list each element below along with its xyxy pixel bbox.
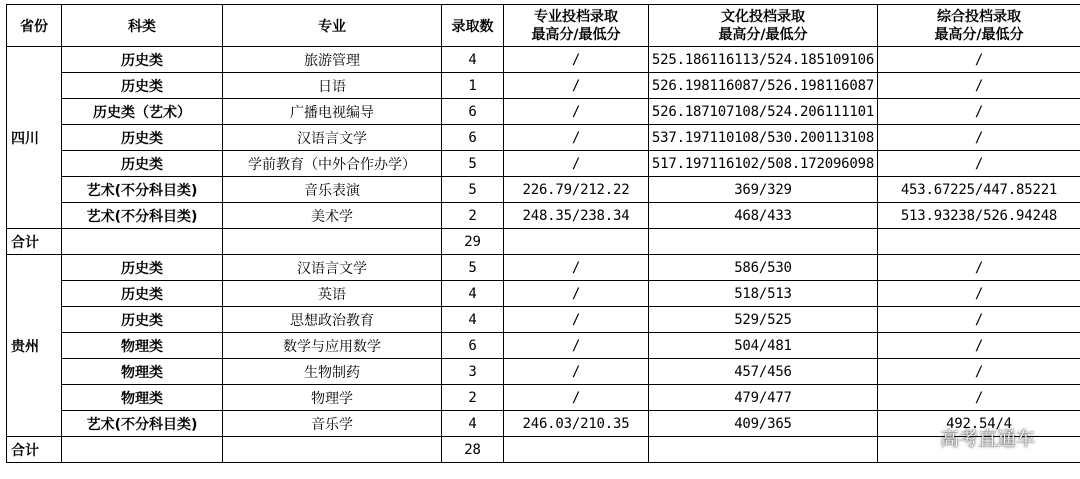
comprehensive-score-cell: / <box>878 359 1080 385</box>
major-cell: 思想政治教育 <box>223 307 442 333</box>
total-count-cell: 29 <box>442 229 504 255</box>
table-row <box>7 307 1080 333</box>
culture-score-cell: 517.197116102/508.172096098 <box>649 151 878 177</box>
professional-score-cell: / <box>504 151 649 177</box>
comprehensive-score-cell: 513.93238/526.94248 <box>878 203 1080 229</box>
category-cell: 历史类 <box>62 47 223 73</box>
major-cell: 日语 <box>223 73 442 99</box>
major-cell: 学前教育（中外合作办学） <box>223 151 442 177</box>
table-row <box>7 99 1080 125</box>
total-label-cell: 合计 <box>7 229 62 255</box>
empty-cell <box>223 437 442 463</box>
culture-score-cell: 529/525 <box>649 307 878 333</box>
table-row <box>7 47 1080 73</box>
empty-cell <box>504 229 649 255</box>
header-professional-line1: 专业投档录取 <box>534 8 618 25</box>
table-row <box>7 411 1080 437</box>
major-cell: 生物制药 <box>223 359 442 385</box>
major-cell: 美术学 <box>223 203 442 229</box>
total-row <box>7 229 1080 255</box>
culture-score-cell: 537.197110108/530.200113108 <box>649 125 878 151</box>
table-row <box>7 177 1080 203</box>
professional-score-cell: 248.35/238.34 <box>504 203 649 229</box>
culture-score-cell: 457/456 <box>649 359 878 385</box>
admission-score-table <box>6 4 1080 463</box>
major-cell: 数学与应用数学 <box>223 333 442 359</box>
admitted-count-cell: 6 <box>442 99 504 125</box>
culture-score-cell: 518/513 <box>649 281 878 307</box>
professional-score-cell: 246.03/210.35 <box>504 411 649 437</box>
table-row <box>7 255 1080 281</box>
comprehensive-score-cell: / <box>878 47 1080 73</box>
category-cell: 历史类 <box>62 307 223 333</box>
comprehensive-score-cell: / <box>878 73 1080 99</box>
category-cell: 历史类 <box>62 151 223 177</box>
admitted-count-cell: 4 <box>442 411 504 437</box>
header-admitted: 录取数 <box>442 5 504 47</box>
admitted-count-cell: 1 <box>442 73 504 99</box>
culture-score-cell: 468/433 <box>649 203 878 229</box>
total-count-cell: 28 <box>442 437 504 463</box>
major-cell: 广播电视编导 <box>223 99 442 125</box>
category-cell: 物理类 <box>62 385 223 411</box>
empty-cell <box>878 229 1080 255</box>
category-cell: 艺术(不分科目类) <box>62 411 223 437</box>
header-professional-score <box>504 5 649 47</box>
table-row <box>7 385 1080 411</box>
major-cell: 汉语言文学 <box>223 255 442 281</box>
empty-cell <box>62 229 223 255</box>
culture-score-cell: 479/477 <box>649 385 878 411</box>
total-label-cell: 合计 <box>7 437 62 463</box>
header-professional-line2: 最高分/最低分 <box>531 26 621 43</box>
empty-cell <box>649 229 878 255</box>
professional-score-cell: / <box>504 99 649 125</box>
table-row <box>7 203 1080 229</box>
major-cell: 音乐表演 <box>223 177 442 203</box>
comprehensive-score-cell: / <box>878 99 1080 125</box>
professional-score-cell: / <box>504 125 649 151</box>
culture-score-cell: 526.187107108/524.206111101 <box>649 99 878 125</box>
professional-score-cell: / <box>504 47 649 73</box>
culture-score-cell: 586/530 <box>649 255 878 281</box>
empty-cell <box>504 437 649 463</box>
admitted-count-cell: 6 <box>442 125 504 151</box>
comprehensive-score-cell: / <box>878 255 1080 281</box>
professional-score-cell: / <box>504 281 649 307</box>
professional-score-cell: / <box>504 385 649 411</box>
comprehensive-score-cell: 492.54/4 <box>878 411 1080 437</box>
category-cell: 物理类 <box>62 333 223 359</box>
comprehensive-score-cell: / <box>878 281 1080 307</box>
admitted-count-cell: 4 <box>442 307 504 333</box>
comprehensive-score-cell: / <box>878 151 1080 177</box>
table-row <box>7 151 1080 177</box>
admitted-count-cell: 6 <box>442 333 504 359</box>
culture-score-cell: 525.186116113/524.185109106 <box>649 47 878 73</box>
category-cell: 历史类（艺术） <box>62 99 223 125</box>
category-cell: 艺术(不分科目类) <box>62 177 223 203</box>
culture-score-cell: 409/365 <box>649 411 878 437</box>
major-cell: 英语 <box>223 281 442 307</box>
comprehensive-score-cell: / <box>878 385 1080 411</box>
empty-cell <box>223 229 442 255</box>
major-cell: 物理学 <box>223 385 442 411</box>
table-row <box>7 125 1080 151</box>
category-cell: 物理类 <box>62 359 223 385</box>
category-cell: 历史类 <box>62 281 223 307</box>
major-cell: 汉语言文学 <box>223 125 442 151</box>
culture-score-cell: 369/329 <box>649 177 878 203</box>
header-province: 省份 <box>7 5 62 47</box>
professional-score-cell: 226.79/212.22 <box>504 177 649 203</box>
professional-score-cell: / <box>504 307 649 333</box>
category-cell: 历史类 <box>62 73 223 99</box>
header-culture-line1: 文化投档录取 <box>721 8 805 25</box>
comprehensive-score-cell: / <box>878 125 1080 151</box>
empty-cell <box>649 437 878 463</box>
table-row <box>7 359 1080 385</box>
category-cell: 历史类 <box>62 255 223 281</box>
province-cell: 四川 <box>7 47 62 229</box>
total-row <box>7 437 1080 463</box>
header-row <box>7 5 1080 47</box>
admitted-count-cell: 5 <box>442 255 504 281</box>
professional-score-cell: / <box>504 255 649 281</box>
header-culture-line2: 最高分/最低分 <box>718 26 808 43</box>
table-row <box>7 281 1080 307</box>
header-culture-score <box>649 5 878 47</box>
header-comprehensive-line2: 最高分/最低分 <box>934 26 1024 43</box>
professional-score-cell: / <box>504 359 649 385</box>
header-category: 科类 <box>62 5 223 47</box>
empty-cell <box>62 437 223 463</box>
admitted-count-cell: 2 <box>442 203 504 229</box>
watermark: 高考直通车 <box>940 428 1036 450</box>
admitted-count-cell: 5 <box>442 177 504 203</box>
admitted-count-cell: 4 <box>442 47 504 73</box>
major-cell: 音乐学 <box>223 411 442 437</box>
category-cell: 历史类 <box>62 125 223 151</box>
comprehensive-score-cell: / <box>878 333 1080 359</box>
category-cell: 艺术(不分科目类) <box>62 203 223 229</box>
table-row <box>7 333 1080 359</box>
header-comprehensive-line1: 综合投档录取 <box>937 8 1021 25</box>
admitted-count-cell: 3 <box>442 359 504 385</box>
header-major: 专业 <box>223 5 442 47</box>
professional-score-cell: / <box>504 73 649 99</box>
admitted-count-cell: 4 <box>442 281 504 307</box>
professional-score-cell: / <box>504 333 649 359</box>
admitted-count-cell: 2 <box>442 385 504 411</box>
admitted-count-cell: 5 <box>442 151 504 177</box>
major-cell: 旅游管理 <box>223 47 442 73</box>
province-cell: 贵州 <box>7 255 62 437</box>
comprehensive-score-cell: 453.67225/447.85221 <box>878 177 1080 203</box>
table-row <box>7 73 1080 99</box>
comprehensive-score-cell: / <box>878 307 1080 333</box>
empty-cell <box>878 437 1080 463</box>
culture-score-cell: 526.198116087/526.198116087 <box>649 73 878 99</box>
culture-score-cell: 504/481 <box>649 333 878 359</box>
header-comprehensive-score <box>878 5 1080 47</box>
